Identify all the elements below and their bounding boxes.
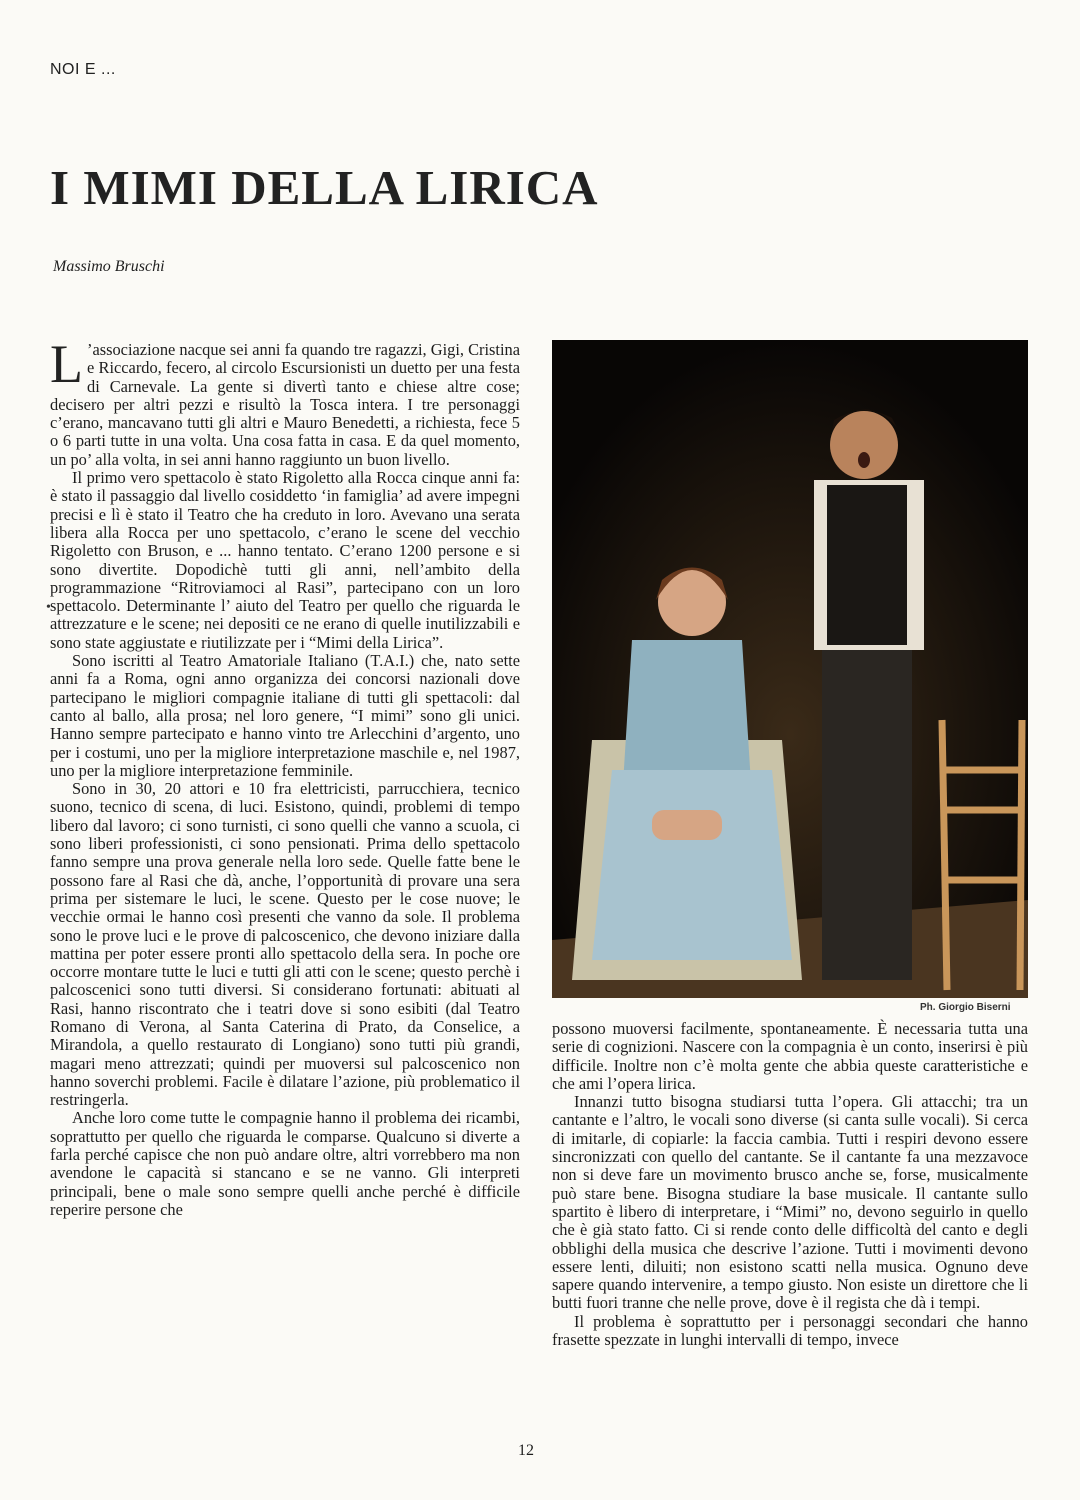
margin-dot: • (46, 600, 51, 615)
paragraph-4: Sono in 30, 20 attori e 10 fra elettricisti, parrucchiera, tecnico suono, tecnico di scena, di luci. Esistono, quindi, problemi di tempo libero dal lavoro; ci sono turnisti, ci sono quelli che vanno a scuola, ci sono liberi professionisti, ci sono pensionati. Prima dello spettacolo fanno sempre una prova generale nella loro sede. Quelle fatte bene le possono fare al Rasi che dà, anche, l’opportunità di provare una sera prima per sistemare le luci, le scene. Questo per le cose nuove; le vecchie ormai le hanno così presenti che vanno da sole. Il problema sono le prove luci e le prove di palcoscenico, che devono iniziare dalla mattina per poter essere pronti allo spettacolo della sera. In poche ore occorre montare tutte le luci e tutti gli atti con le scene; questo perchè i palcoscenici sono tutti diversi. Si considerano fortunati: abituati al Rasi, hanno riscontrato che i teatri dove si sono esibiti (dal Teatro Romano di Verona, al Santa Caterina di Prato, da Conselice, a Mirandola, a quello restaurato di Longiano) sono tutti più grandi, magari meno attrezzati; quindi per muoversi sul palcoscenico non hanno soverchi problemi. Facile è dilatare l’azione, più problematico il restringerla. (50, 779, 520, 1110)
paragraph-7: Innanzi tutto bisogna studiarsi tutta l’opera. Gli attacchi; tra un cantante e l’altro, le vocali sono diverse (si canta sulle vocali). Si cerca di imitarle, di copiarle: la faccia cambia. Tutti i respiri devono essere sincronizzati con quello del cantante. Se il cantante fa una mezzavoce non si deve fare un movimento brusco anche se, forse, musicalmente può stare bene. Bisogna studiare la base musicale. Il cantante sullo spartito è libero di interpretare, i “Mimi” no, devono seguirlo in quello che è già stato fatto. Ci si rende conto delle difficoltà del canto e degli obblighi della musica che descrive l’azione. Tutti i movimenti devono essere lenti, diluiti; non esistono scatti nella musica. Ognuno deve sapere quando intervenire, a tempo giusto. Non esiste un direttore che li butti fuori tranne che nelle prove, dove è il regista che dà i tempi. (552, 1092, 1028, 1313)
page-number: 12 (518, 1442, 534, 1459)
paragraph-5: Anche loro come tutte le compagnie hanno il problema dei ricambi, soprattutto per quello che riguarda le comparse. Qualcuno si diverte a farla perché capisce che non può andare oltre, altri vorrebbero ma non avendone le capacità si stancano e se ne vanno. Gli interpreti principali, bene o male sono sempre quelli anche perché è difficile reperire persone che (50, 1108, 520, 1219)
right-column (552, 1020, 1028, 1349)
left-column (50, 334, 520, 1219)
section-label: NOI E ... (50, 61, 116, 78)
paragraph-8: Il problema è soprattutto per i personaggi secondari che hanno frasette spezzate in lunghi intervalli di tempo, invece (552, 1311, 1028, 1350)
article-title: I MIMI DELLA LIRICA (50, 160, 599, 215)
dropcap: L (50, 334, 83, 394)
stage-photo (552, 340, 1028, 998)
stage-photo-illustration (552, 340, 1028, 998)
paragraph-1: L ’associazione nacque sei anni fa quando tre ragazzi, Gigi, Cristina e Riccardo, fecero, al circolo Escursionisti un duetto per una festa di Carnevale. La gente si divertì tanto e chiese altre cose; decisero per altri pezzi e risultò la Tosca intera. I tre personaggi c’erano, mancavano tutti gli altri e Mauro Benedetti, a richiesta, fece 5 o 6 parti tutte in una volta. Una cosa fatta in casa. E da quel momento, un po’ alla volta, in sei anni hanno raggiunto un buon livello. (50, 334, 520, 469)
paragraph-6: possono muoversi facilmente, spontaneamente. È necessaria tutta una serie di cognizioni. Nascere con la compagnia è un conto, inserirsi è più difficile. Inoltre non c’è molta gente che abbia queste caratteristiche e che ami l’opera lirica. (552, 1019, 1028, 1093)
paragraph-2: Il primo vero spettacolo è stato Rigoletto alla Rocca cinque anni fa: è stato il passaggio dal livello cosiddetto ‘in famiglia’ ad avere impegni precisi e lì è stato il Teatro che ha creduto in loro. Avevano una serata libera alla Rocca per uno spettacolo, c’erano le scene del vecchio Rigoletto con Bruson, e ... hanno tentato. C’erano 1200 persone e si sono divertite. Dopodichè tutti gli anni, nell’ambito della programmazione “Ritroviamoci al Rasi”, partecipano con un loro spettacolo. Determinante l’ aiuto del Teatro per quello che riguarda le attrezzature e le scene; nei depositi ce ne erano di quelle inutilizzabili e sono state aggiustate e riutilizzate per i “Mimi della Lirica”. (50, 468, 520, 652)
paragraph-3: Sono iscritti al Teatro Amatoriale Italiano (T.A.I.) che, nato sette anni fa a Roma, ogni anno organizza dei concorsi nazionali dove partecipano le migliori compagnie italiane di tutti gli spettacoli: dal canto al ballo, alla prosa; nel loro genere, “I mimi” sono gli unici. Hanno sempre partecipato e hanno vinto tre Arlecchini d’argento, uno per i costumi, uno per la migliore interpretazione maschile e, nel 1987, uno per la migliore interpretazione femminile. (50, 651, 520, 780)
author-byline: Massimo Bruschi (53, 258, 165, 275)
photo-credit: Ph. Giorgio Biserni (920, 1002, 1011, 1013)
